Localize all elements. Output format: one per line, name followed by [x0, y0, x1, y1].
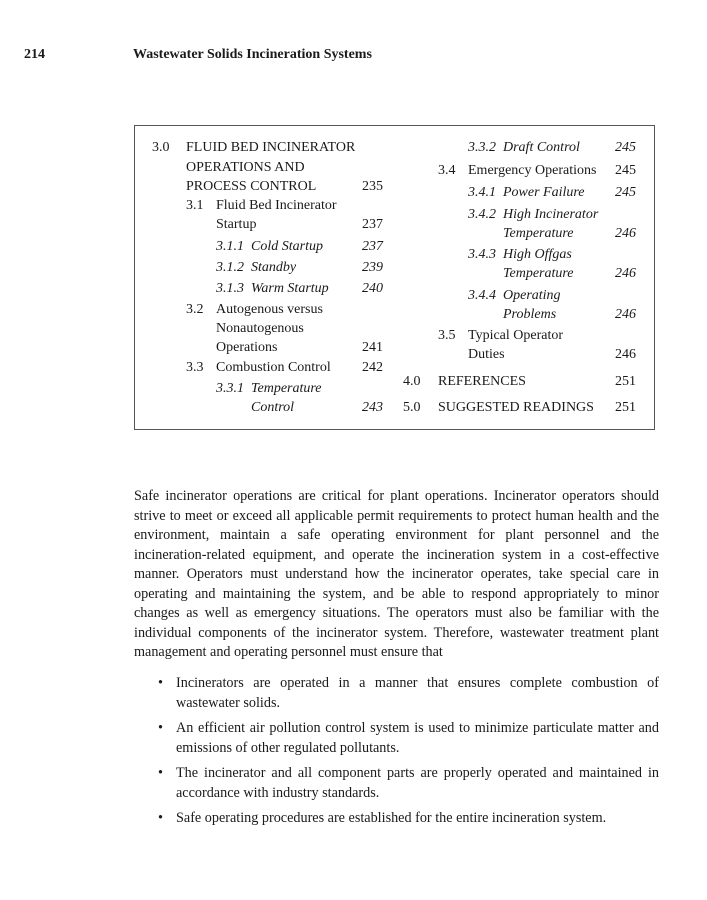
bullet-icon: • — [158, 720, 163, 736]
list-item: • The incinerator and all component parts are properly operated and maintained in accordance with industry standards. — [158, 765, 659, 801]
bullet-icon: • — [158, 810, 163, 826]
list-item: • Safe operating procedures are established for the entire incineration system. — [134, 809, 659, 829]
table-of-contents: 3.0 FLUID BED INCINERATOR OPERATIONS AND PROCESS CONTROL 235 3.1 Fluid Bed Incinerator Startup 237 3.1.1 Cold Startup 237 3.1.2 Standby 239 3.1.3 Warm Startup 240 3.2 Autogenous versus Nonautogenous Operations 241 3.3 Combustion Control 242 3.3.1 Temperature Control 243 3.3.2 Draft Control 245 3.4 Emergency Operations 245 3.4.1 Power Failure 245 3.4.2 High Incinerator Temperature 246 3.4.3 High Offgas Temperature 246 3.4.4 Operating Problems 246 3.5 Typical Operator Duties 246 4.0 REFERENCES 251 5.0 SUGGESTED READINGS 251 — [134, 125, 655, 430]
page-header — [24, 47, 683, 69]
bullet-icon: • — [158, 675, 163, 691]
intro-paragraph: Safe incinerator operations are critical for plant operations. Incinerator operators should strive to meet or exceed all applicable permit requirements to protect human health and the environment, maintain a safe operating environment for plant personnel and the incineration-related equipment, and operate the incineration system in a cost-effective manner. Operators must understand how the incinerator operates, take special care in operating and maintaining the system, and be able to respond appropriately to minor changes as well as emergency situations. The operators must also be familiar with the individual components of the incinerator system. Therefore, wastewater treatment plant management and operating personnel must ensure that — [134, 488, 659, 660]
bullet-icon: • — [158, 765, 163, 781]
requirements-list — [134, 674, 659, 835]
list-item: • Incinerators are operated in a manner that ensures complete combustion of wastewater solids. — [158, 675, 659, 711]
running-title: Wastewater Solids Incineration Systems — [133, 47, 372, 62]
list-item: • An efficient air pollution control system is used to minimize particulate matter and emissions of other regulated pollutants. — [158, 720, 659, 756]
page-number: 214 — [24, 47, 45, 62]
